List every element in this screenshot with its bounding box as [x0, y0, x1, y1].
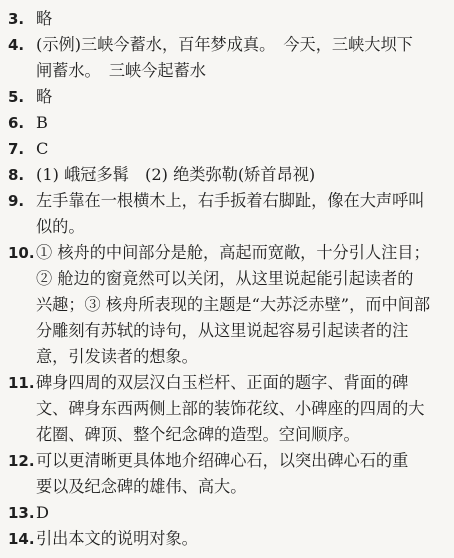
answer-line: 似的。 — [36, 217, 85, 236]
answer-line: 引出本文的说明对象。 — [36, 529, 198, 548]
answer-item-5 — [8, 84, 444, 110]
answer-text — [36, 448, 444, 500]
answer-line: 略 — [36, 87, 53, 106]
answer-item-13 — [8, 500, 444, 526]
answer-line: 碑身四周的双层汉白玉栏杆、正面的题字、背面的碑 — [36, 373, 409, 392]
answer-line: 略 — [36, 9, 53, 28]
answer-line: C — [36, 139, 49, 158]
answer-number: 14. — [8, 530, 35, 548]
answer-text — [36, 84, 444, 110]
answer-line: B — [36, 113, 48, 132]
answer-text — [36, 188, 444, 240]
answer-number: 10. — [8, 244, 35, 262]
answer-text — [36, 240, 444, 370]
answer-text — [36, 6, 444, 32]
answer-line: D — [36, 503, 49, 522]
answer-text — [36, 526, 444, 552]
answer-text — [36, 162, 444, 188]
answer-item-11 — [8, 370, 444, 448]
answer-number: 8. — [8, 166, 25, 184]
answer-number: 7. — [8, 140, 25, 158]
answer-line: 意，引发读者的想象。 — [36, 347, 198, 366]
answer-item-4 — [8, 32, 444, 84]
answer-item-14 — [8, 526, 444, 552]
answer-line: 分雕刻有苏轼的诗句，从这里说起容易引起读者的注 — [36, 321, 409, 340]
answer-number: 3. — [8, 10, 25, 28]
answer-text — [36, 32, 444, 84]
answer-item-12 — [8, 448, 444, 500]
answer-item-8 — [8, 162, 444, 188]
answer-line: 闸蓄水。 三峡今起蓄水 — [36, 61, 206, 80]
answer-text — [36, 136, 444, 162]
answer-item-7 — [8, 136, 444, 162]
answer-item-6 — [8, 110, 444, 136]
answer-line: 可以更清晰更具体地介绍碑心石，以突出碑心石的重 — [36, 451, 409, 470]
answer-line: 左手靠在一根横木上，右手扳着右脚趾，像在大声呼叫 — [36, 191, 425, 210]
answer-line: (示例)三峡今蓄水，百年梦成真。 今天，三峡大坝下 — [36, 35, 413, 54]
answer-item-3 — [8, 6, 444, 32]
answer-line: 花圈、碑顶、整个纪念碑的造型。空间顺序。 — [36, 425, 360, 444]
answer-text — [36, 370, 444, 448]
answer-item-9 — [8, 188, 444, 240]
answer-number: 11. — [8, 374, 35, 392]
answer-number: 4. — [8, 36, 25, 54]
answer-number: 13. — [8, 504, 35, 522]
answer-text — [36, 500, 444, 526]
answer-number: 6. — [8, 114, 25, 132]
answer-number: 9. — [8, 192, 25, 210]
answer-item-10 — [8, 240, 444, 370]
answer-line: 兴趣；③ 核舟所表现的主题是“大苏泛赤壁”，而中间部 — [36, 295, 431, 314]
answer-line: 文、碑身东西两侧上部的装饰花纹、小碑座的四周的大 — [36, 399, 425, 418]
answer-number: 12. — [8, 452, 35, 470]
answer-line: (1) 峨冠多髯 (2) 绝类弥勒(矫首昂视) — [36, 165, 316, 184]
answer-line: ② 舱边的窗竟然可以关闭，从这里说起能引起读者的 — [36, 269, 414, 288]
answer-number: 5. — [8, 88, 25, 106]
answer-line: 要以及纪念碑的雄伟、高大。 — [36, 477, 247, 496]
answer-line: ① 核舟的中间部分是舱，高起而宽敞，十分引人注目； — [36, 243, 430, 262]
answer-text — [36, 110, 444, 136]
